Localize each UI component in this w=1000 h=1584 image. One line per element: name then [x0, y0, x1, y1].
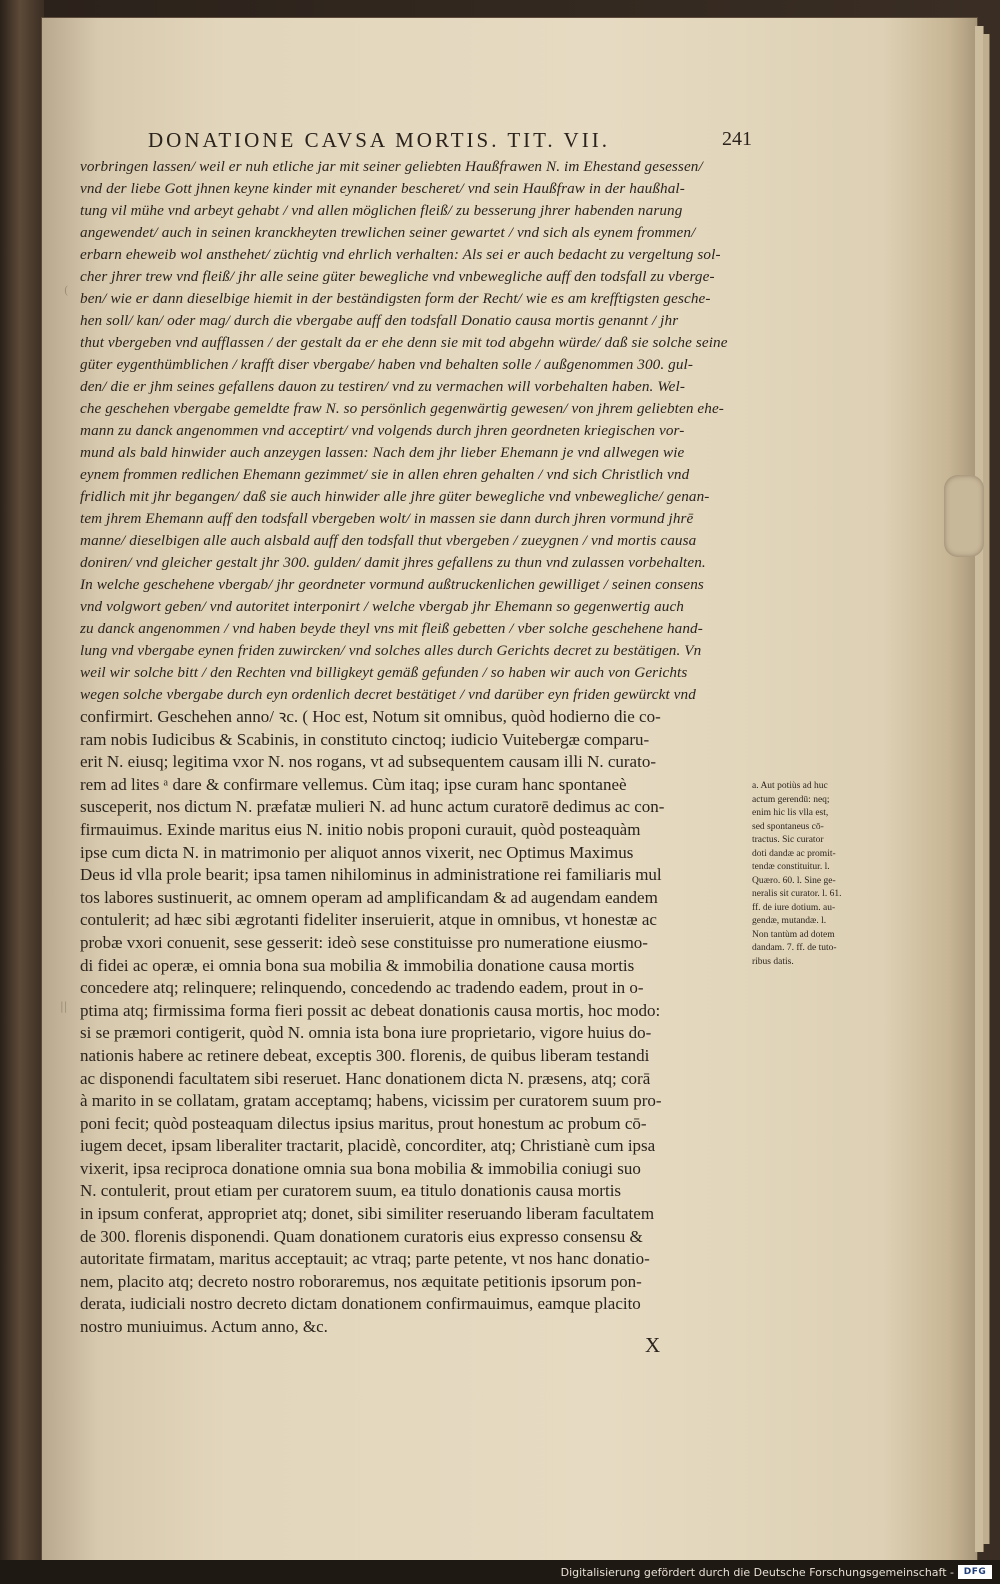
margin-note-line: Quæro. 60. l. Sine ge- — [752, 875, 836, 886]
margin-note-line: sed spontaneus cō- — [752, 821, 824, 832]
german-text-line: mund als bald hinwider auch anzeygen lassen: Nach dem jhr lieber Ehemann je vnd allwegen wie — [80, 444, 685, 461]
latin-text-line: ipse cum dicta N. in matrimonio per aliquot annos vixerit, nec Optimus Maximus — [80, 842, 634, 862]
german-text-line: güter eygenthümblichen / krafft diser vbergabe/ haben vnd behalten solle / außgenommen 300. gul- — [80, 356, 694, 373]
margin-note-line: a. Aut potiùs ad huc — [752, 781, 828, 791]
german-text-line: vorbringen lassen/ weil er nuh etliche jar mit seiner geliebten Haußfrawen N. im Ehestand gesessen/ — [80, 158, 703, 175]
latin-text-block — [80, 706, 750, 1339]
german-text-line: lung vnd vbergabe eynen friden zuwircken/ vnd solches alles durch Gerichts decret zu bestätigen. Vn — [80, 642, 702, 659]
latin-text-line: confirmirt. Geschehen anno/ ꝛc. ( Hoc est, Notum sit omnibus, quòd hodierno die co- — [80, 707, 661, 726]
latin-text-line: in ipsum conferat, appropriet atq; donet, sibi similiter reseruando liberam facultatem — [80, 1204, 655, 1224]
german-text-line: vnd volgwort geben/ vnd autoritet interponirt / welche vbergab jhr Ehemann so gegenwertig auch — [80, 598, 685, 615]
latin-text-line: probæ vxori conuenit, sese gesserit: ideò sese constituisse pro numeratione eiusmo- — [80, 932, 648, 952]
latin-text-line: autoritate firmatam, maritus acceptauit; ac vtraq; parte petente, vt nos hanc donatio- — [80, 1249, 650, 1269]
bleed-through-mark: ( — [64, 284, 69, 297]
german-text-line: angewendet/ auch in seinen kranckheyten trewlichen seiner gewartet / vnd sich als eynem frommen/ — [80, 224, 696, 241]
latin-text-line: derata, iudiciali nostro decreto dictam donationem confirmauimus, eamque placito — [80, 1294, 641, 1314]
page-fold-tab — [944, 475, 984, 557]
bleed-through-mark: || — [60, 1000, 68, 1013]
german-text-line: zu danck angenommen / vnd haben beyde theyl vns mit fleiß gebetten / vber solche geschehene hand- — [80, 620, 703, 637]
latin-text-line: iugem decet, ipsam liberaliter tractarit, placidè, concorditer, atq; Christianè cum ipsa — [80, 1136, 656, 1156]
german-text-line: ben/ wie er dann dieselbige hiemit in der beständigsten form der Recht/ wie es am krefftigsten gesche- — [80, 290, 711, 307]
latin-text-line: di fidei ac operæ, ei omnia bona sua mobilia & immobilia donatione causa mortis — [80, 955, 635, 975]
german-text-line: weil wir solche bitt / den Rechten vnd billigkeyt gemäß gefunden / so haben wir auch von Gerichts — [80, 664, 688, 681]
latin-text-line: firmauimus. Exinde maritus eius N. initio nobis proponi curauit, quòd posteaquàm — [80, 819, 641, 839]
latin-text-line: ram nobis Iudicibus & Scabinis, in constituto cinctoq; iudicio Vuitebergæ comparu- — [80, 729, 650, 749]
margin-note-line: ribus datis. — [752, 956, 794, 967]
german-text-line: erbarn eheweib wol ansthehet/ züchtig vnd ehrlich verhalten: Als sei er auch bedacht zu vergeltung sol- — [80, 246, 721, 263]
dfg-logo: DFG — [958, 1565, 992, 1579]
running-header: DONATIONE CAVSA MORTIS. TIT. VII. — [148, 128, 610, 152]
german-text-line: wegen solche vbergabe durch eyn ordenlich decret bestätiget / vnd darüber eyn friden gewürckt vnd — [80, 686, 696, 703]
latin-text-line: ac disponendi facultatem sibi reseruet. Hanc donationem dicta N. præsens, atq; corā — [80, 1068, 651, 1088]
margin-note-line: neralis sit curator. l. 61. — [752, 889, 842, 899]
german-text-line: thut vbergeben vnd aufflassen / der gestalt da er ehe denn sie mit tod abgehn würde/ daß sie solche seine — [80, 334, 728, 351]
latin-text-line: si se præmori contigerit, quòd N. omnia ista bona iure proprietario, vigore huius do- — [80, 1023, 652, 1043]
margin-note-line: Non tantùm ad dotem — [752, 929, 835, 940]
german-text-line: tung vil mühe vnd arbeyt gehabt / vnd allen möglichen fleiß/ zu besserung jhrer habenden narung — [80, 202, 683, 219]
german-text-line: den/ die er jhm seines gefallens dauon zu testiren/ vnd zu vermachen will vorbehalten haben. Wel- — [80, 378, 685, 395]
german-text-line: cher jhrer trew vnd fleiß/ jhr alle seine güter bewegliche vnd vnbewegliche auff den todsfall zu vberge- — [80, 268, 715, 285]
book-spine-edge — [0, 0, 44, 1584]
latin-text-line: nationis habere ac retinere debeat, exceptis 300. florenis, de quibus liberam testandi — [80, 1045, 650, 1065]
german-text-line: manne/ dieselbigen alle auch alsbald auff den todsfall thut vbergeben / zueygnen / vnd mortis causa — [80, 532, 697, 549]
latin-text-line: tos labores sustinuerit, ac omnem operam ad amplificandam & ad augendam eandem — [80, 887, 658, 907]
latin-text-line: contulerit; ad hæc sibi ægrotanti fideliter inseruierit, atque in omnibus, vt honestæ ac — [80, 910, 657, 930]
marginal-note — [752, 780, 892, 969]
latin-text-line: de 300. florenis disponendi. Quam donationem curatoris eius expresso consensu & — [80, 1226, 643, 1246]
digitization-credit: Digitalisierung gefördert durch die Deutsche Forschungsgemeinschaft - — [560, 1566, 954, 1579]
margin-note-line: tractus. Sic curator — [752, 835, 824, 845]
german-text-line: che geschehen vbergabe gemeldte fraw N. so persönlich gegenwärtig gewesen/ von jhrem geliebten ehe- — [80, 400, 724, 417]
latin-text-line: erit N. eiusq; legitima vxor N. nos rogans, vt ad subsequentem causam illi N. curato- — [80, 752, 656, 772]
margin-note-line: gendæ, mutandæ. l. — [752, 916, 827, 926]
margin-note-line: ff. de iure dotium. au- — [752, 902, 836, 913]
latin-text-line: N. contulerit, prout etiam per curatorem suum, ea titulo donationis causa mortis — [80, 1181, 622, 1201]
german-text-line: hen soll/ kan/ oder mag/ durch die vbergabe auff den todsfall Donatio causa mortis genannt / jhr — [80, 312, 679, 329]
german-text-line: vnd der liebe Gott jhnen keyne kinder mit eynander bescheret/ vnd sein Haußfraw in der haußhal- — [80, 180, 685, 197]
page-stack-edge-outer — [983, 34, 990, 1544]
margin-note-line: enim hic lis vlla est, — [752, 808, 829, 818]
latin-text-line: poni fecit; quòd posteaquam dilectus ipsius maritus, prout honestum ac probum cō- — [80, 1113, 647, 1133]
german-text-line: tem jhrem Ehemann auff den todsfall vbergeben wolt/ in massen sie dann durch jhren vormund jhrē — [80, 510, 694, 527]
latin-text-line: nostro muniuimus. Actum anno, &c. — [80, 1317, 328, 1337]
german-text-line: doniren/ vnd gleicher gestalt jhr 300. gulden/ damit jhres gefallens zu thun vnd zulassen vorbehalten. — [80, 554, 706, 571]
page-number: 241 — [722, 128, 752, 150]
signature-mark: X — [645, 1333, 661, 1357]
latin-text-line: vixerit, ipsa reciproca donatione omnia sua bona mobilia & immobilia coniugi suo — [80, 1158, 641, 1178]
german-text-line: fridlich mit jhr begangen/ daß sie auch hinwider alle jhre güter bewegliche vnd vnbewegliche/ genan- — [80, 488, 710, 505]
latin-text-line: rem ad lites ᵃ dare & confirmare vellemus. Cùm itaq; ipse curam hanc spontaneè — [80, 774, 627, 794]
german-text-line: mann zu danck angenommen vnd acceptirt/ vnd volgends durch jhren geordneten kriegischen vor- — [80, 422, 685, 439]
latin-text-line: Deus id vlla prole bearit; ipsa tamen nihilominus in administratione rei familiaris mul — [80, 865, 662, 885]
latin-text-line: concedere atq; relinquere; relinquendo, concedendo ac tradendo eadem, prout in o- — [80, 978, 644, 998]
margin-note-line: actum gerendū: neq; — [752, 794, 830, 805]
latin-text-line: à marito in se collatam, gratam acceptamq; habens, vicissim per curatorem suum pro- — [80, 1091, 662, 1111]
latin-text-line: susceperit, nos dictum N. præfatæ mulieri N. ad hunc actum curatorē dedimus ac con- — [80, 797, 665, 817]
german-text-block — [80, 156, 750, 706]
margin-note-line: doti dandæ ac promit- — [752, 848, 836, 859]
latin-text-line: ptima atq; firmissima forma fieri possit ac debeat donationis causa mortis, hoc modo: — [80, 1000, 661, 1020]
latin-text-line: nem, placito atq; decreto nostro roboraremus, nos æquitate petitionis ipsorum pon- — [80, 1271, 642, 1291]
margin-note-line: dandam. 7. ff. de tuto- — [752, 943, 837, 953]
german-text-line: eynem frommen redlichen Ehemann gezimmet/ sie in allen ehren gehalten / vnd sich Christlich vnd — [80, 466, 690, 483]
margin-note-line: tendæ constituitur. l. — [752, 862, 830, 872]
german-text-line: In welche geschehene vbergab/ jhr geordneter vormund außtruckenlichen gewilliget / seinen consens — [80, 576, 704, 593]
